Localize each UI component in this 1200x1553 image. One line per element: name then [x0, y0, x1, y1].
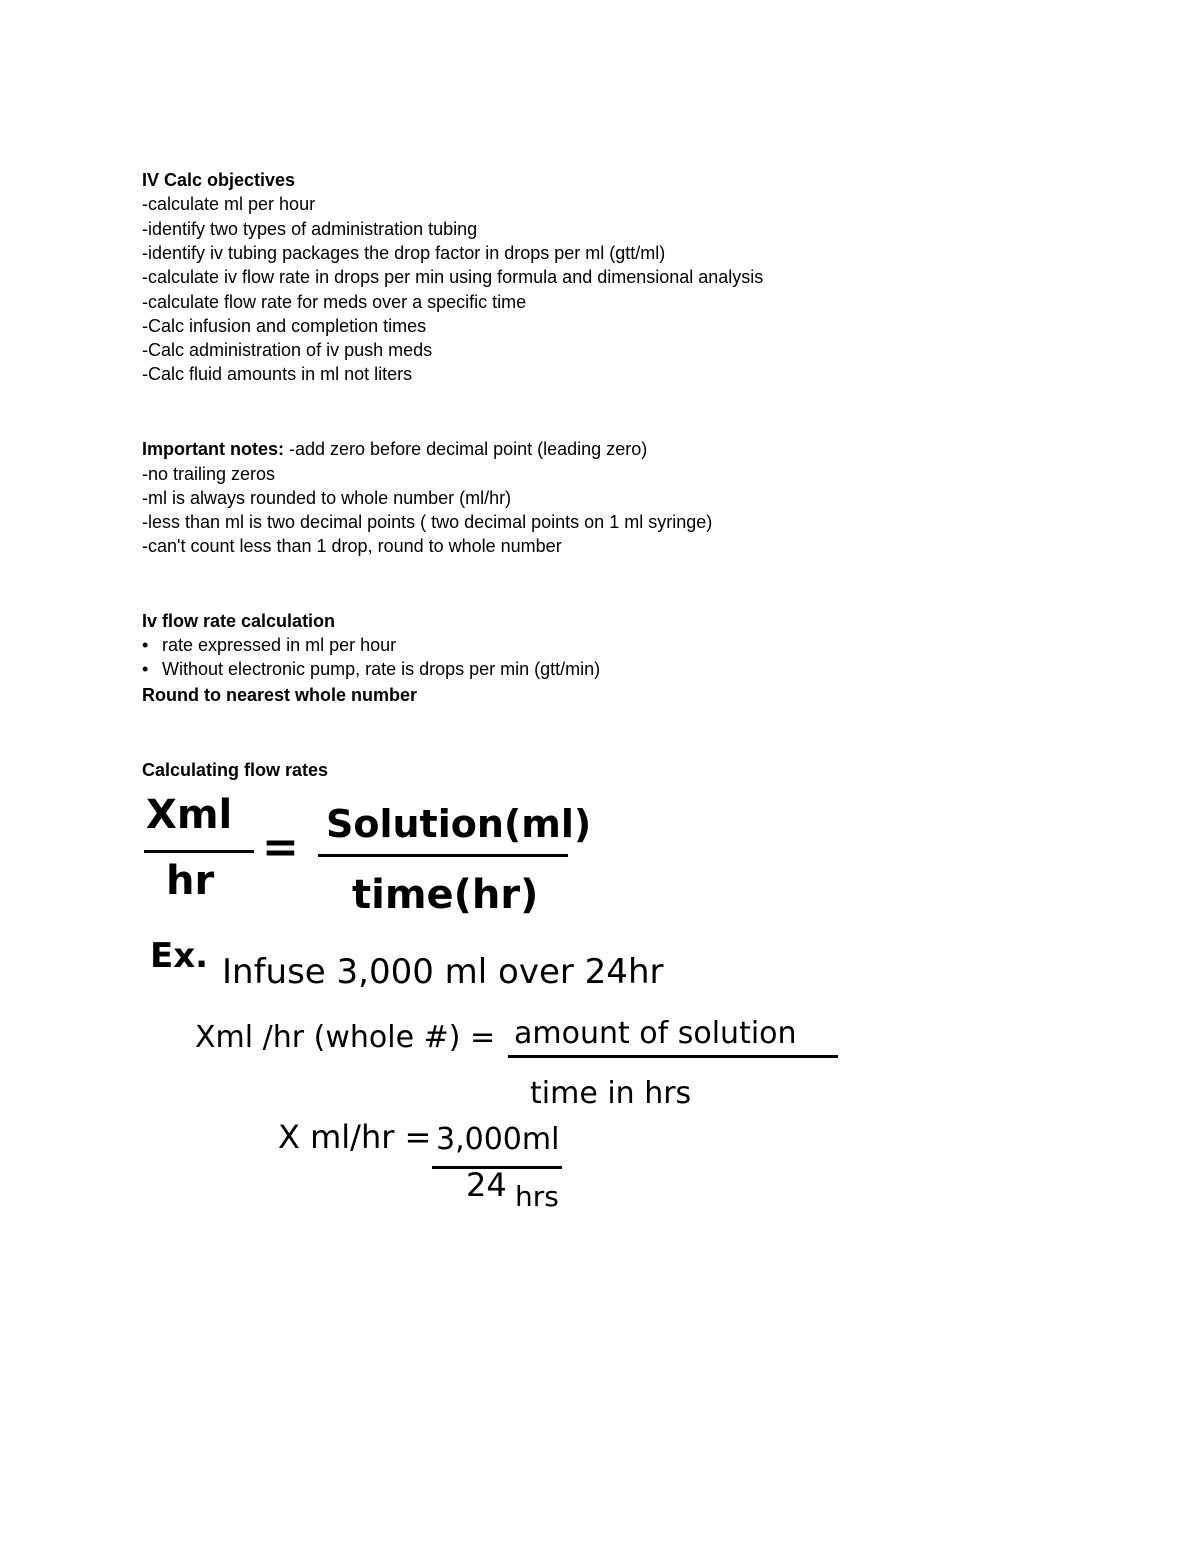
bullet-icon: • — [142, 659, 149, 679]
note-item: -no trailing zeros — [142, 464, 276, 484]
example-label: Ex. — [150, 936, 209, 976]
objectives-heading: IV Calc objectives — [142, 170, 296, 190]
objective-item: -calculate flow rate for meds over a specific time — [142, 292, 527, 312]
formula-denominator-left: hr — [166, 858, 215, 904]
step1-denominator: time in hrs — [530, 1076, 692, 1111]
step2-numerator: 3,000ml — [436, 1122, 560, 1157]
step1-left: Xml /hr (whole #) = — [195, 1020, 496, 1055]
flow-bullet-text: rate expressed in ml per hour — [162, 635, 397, 655]
notes-heading: Important notes: — [142, 439, 284, 459]
objective-item: -Calc infusion and completion times — [142, 316, 427, 336]
fraction-bar — [318, 854, 568, 857]
flow-bullet-text: Without electronic pump, rate is drops per min (gtt/min) — [162, 659, 601, 679]
step2-left: X ml/hr = — [278, 1118, 432, 1156]
flow-bullet-item — [142, 658, 600, 680]
flow-bullet-item — [142, 634, 396, 656]
objective-item: -calculate iv flow rate in drops per min using formula and dimensional analysis — [142, 267, 764, 287]
objective-item: -identify iv tubing packages the drop factor in drops per ml (gtt/ml) — [142, 243, 666, 263]
calc-heading: Calculating flow rates — [142, 760, 329, 780]
example-text: Infuse 3,000 ml over 24hr — [222, 952, 664, 992]
fraction-bar — [144, 850, 254, 853]
formula-denominator-right: time(hr) — [352, 872, 539, 918]
notes-first-line — [142, 438, 647, 460]
note-item: -less than ml is two decimal points ( two decimal points on 1 ml syringe) — [142, 512, 713, 532]
note-item: -add zero before decimal point (leading zero) — [284, 439, 648, 459]
objective-item: -calculate ml per hour — [142, 194, 316, 214]
step1-numerator: amount of solution — [514, 1016, 797, 1051]
fraction-bar — [508, 1055, 838, 1058]
note-item: -ml is always rounded to whole number (ml/hr) — [142, 488, 512, 508]
objective-item: -Calc fluid amounts in ml not liters — [142, 364, 413, 384]
formula-numerator-right: Solution(ml) — [326, 802, 592, 846]
round-note: Round to nearest whole number — [142, 685, 418, 705]
formula-numerator-left: Xml — [146, 792, 233, 838]
formula-equals: = — [262, 822, 299, 873]
note-item: -can't count less than 1 drop, round to whole number — [142, 536, 562, 556]
flow-heading: Iv flow rate calculation — [142, 611, 336, 631]
step2-denominator: 24 — [466, 1166, 507, 1204]
objective-item: -Calc administration of iv push meds — [142, 340, 433, 360]
bullet-icon: • — [142, 635, 149, 655]
step2-denominator-unit: hrs — [515, 1180, 559, 1213]
objective-item: -identify two types of administration tubing — [142, 219, 478, 239]
